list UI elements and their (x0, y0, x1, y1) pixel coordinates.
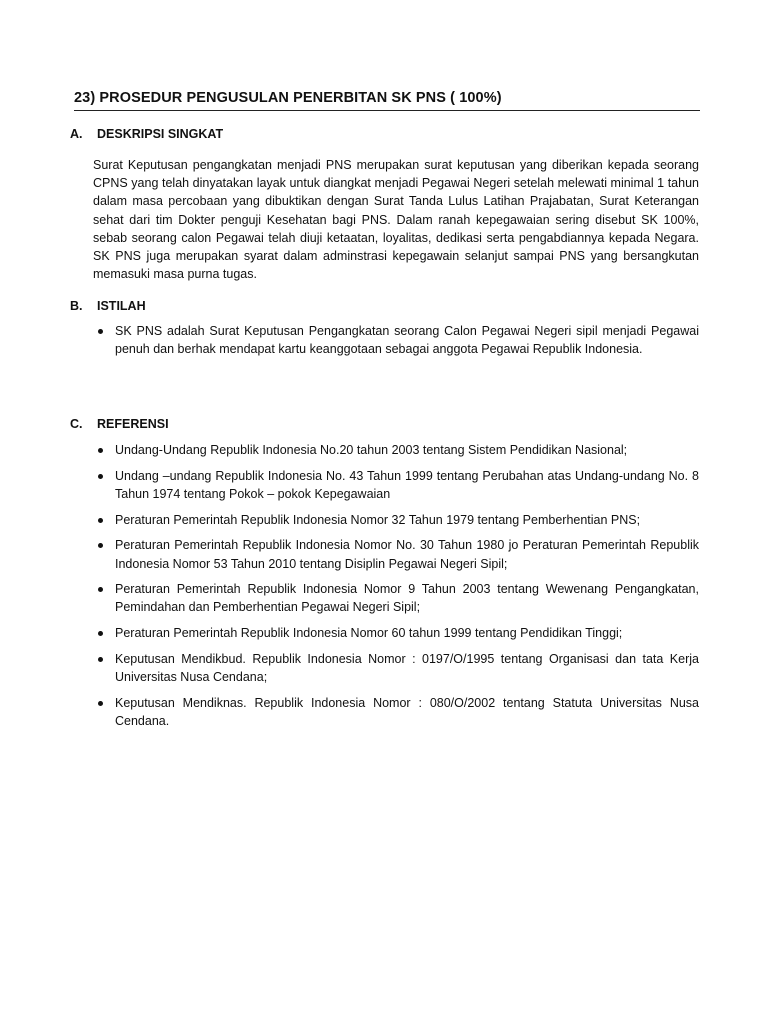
list-item: Undang-Undang Republik Indonesia No.20 tahun 2003 tentang Sistem Pendidikan Nasional; (94, 441, 699, 459)
section-c-title: REFERENSI (97, 417, 169, 431)
section-b-heading (70, 298, 146, 314)
list-item: Peraturan Pemerintah Republik Indonesia Nomor 60 tahun 1999 tentang Pendidikan Tinggi; (94, 624, 699, 642)
referensi-list (94, 441, 699, 738)
section-c-letter: C. (70, 417, 83, 431)
section-a-letter: A. (70, 127, 83, 141)
list-item: Keputusan Mendikbud. Republik Indonesia Nomor : 0197/O/1995 tentang Organisasi dan tata Kerja Universitas Nusa Cendana; (94, 650, 699, 686)
section-c-heading (70, 416, 169, 432)
section-a-title: DESKRIPSI SINGKAT (97, 127, 224, 141)
list-item: Peraturan Pemerintah Republik Indonesia Nomor No. 30 Tahun 1980 jo Peraturan Pemerintah Republik Indonesia Nomor 53 Tahun 2010 tentang Disiplin Pegawai Negeri Sipil; (94, 536, 699, 572)
list-item: Peraturan Pemerintah Republik Indonesia Nomor 9 Tahun 2003 tentang Wewenang Pengangkatan, Pemindahan dan Pemberhentian Pegawai Negeri Sipil; (94, 580, 699, 616)
page-title: 23) PROSEDUR PENGUSULAN PENERBITAN SK PNS ( 100%) (74, 88, 700, 111)
section-b-letter: B. (70, 299, 83, 313)
section-a-paragraph: Surat Keputusan pengangkatan menjadi PNS merupakan surat keputusan yang diberikan kepada seorang CPNS yang telah dinyatakan layak untuk diangkat menjadi Pegawai Negeri setelah melewati minimal 1 tahun dalam masa percobaan yang dibuktikan dengan Surat Tanda Lulus Latihan Prajabatan, Surat Keterangan sehat dari tim Dokter penguji Kesehatan bagi PNS. Dalam ranah kepegawaian sering disebut SK 100%, sebab seorang calon Pegawai telah diuji ketaatan, loyalitas, dedikasi serta pengabdiannya kepada Negara. SK PNS juga merupakan syarat dalam adminstrasi kepegawain selanjut sampai PNS yang bersangkutan memasuki masa purna tugas. (93, 158, 699, 282)
section-a-heading (70, 126, 223, 142)
section-b-title: ISTILAH (97, 299, 146, 313)
list-item: Peraturan Pemerintah Republik Indonesia Nomor 32 Tahun 1979 tentang Pemberhentian PNS; (94, 511, 699, 529)
list-item: Keputusan Mendiknas. Republik Indonesia Nomor : 080/O/2002 tentang Statuta Universitas Nusa Cendana. (94, 694, 699, 730)
list-item: Undang –undang Republik Indonesia No. 43 Tahun 1999 tentang Perubahan atas Undang-undang No. 8 Tahun 1974 tentang Pokok – pokok Kepegawaian (94, 467, 699, 503)
list-item: SK PNS adalah Surat Keputusan Pengangkatan seorang Calon Pegawai Negeri sipil menjadi Pegawai penuh dan berhak mendapat kartu keanggotaan sebagai anggota Pegawai Republik Indonesia. (94, 322, 699, 358)
istilah-list (94, 322, 699, 358)
